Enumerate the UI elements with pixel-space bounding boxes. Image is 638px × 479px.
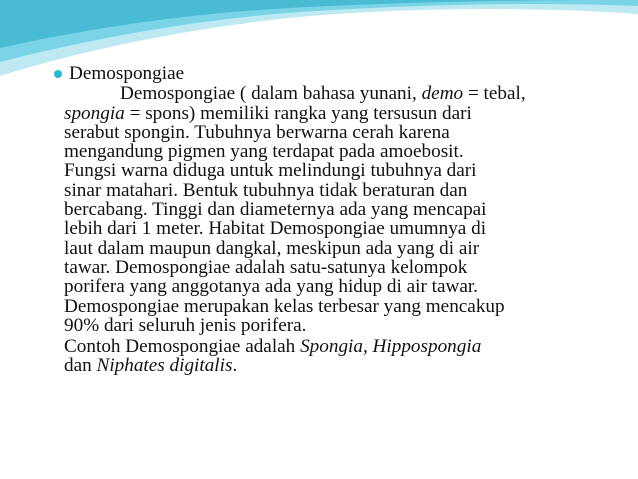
text-line: Contoh Demospongiae adalah Spongia, Hippospongia xyxy=(64,336,482,358)
paragraph-description xyxy=(64,84,624,335)
text-line: Demospongiae ( dalam bahasa yunani, demo = tebal, xyxy=(120,83,526,105)
text-line: spongia = spons) memiliki rangka yang tersusun dari xyxy=(64,102,472,124)
bullet-heading: Demospongiae xyxy=(69,63,185,84)
text-line: lebih dari 1 meter. Habitat Demospongiae umumnya di xyxy=(64,218,487,240)
text-line: dan Niphates digitalis. xyxy=(64,355,238,377)
text-line: Demospongiae merupakan kelas terbesar yang mencakup xyxy=(64,295,505,317)
text-line: porifera yang anggotanya ada yang hidup di air tawar. xyxy=(64,276,478,298)
text-line: mengandung pigmen yang terdapat pada amoebosit. xyxy=(64,141,464,163)
text-line: tawar. Demospongiae adalah satu-satunya kelompok xyxy=(64,256,468,278)
bullet-dot-icon xyxy=(54,70,62,78)
slide-body xyxy=(64,64,624,376)
paragraph-examples xyxy=(64,337,624,376)
text-line: serabut spongin. Tubuhnya berwarna cerah karena xyxy=(64,121,450,143)
bullet-item xyxy=(54,64,614,83)
text-line: laut dalam maupun dangkal, meskipun ada yang di air xyxy=(64,237,480,259)
text-line: bercabang. Tinggi dan diameternya ada yang mencapai xyxy=(64,199,487,221)
text-line: sinar matahari. Bentuk tubuhnya tidak beraturan dan xyxy=(64,179,468,201)
text-line: Fungsi warna diduga untuk melindungi tubuhnya dari xyxy=(64,160,477,182)
text-line: 90% dari seluruh jenis porifera. xyxy=(64,314,307,336)
